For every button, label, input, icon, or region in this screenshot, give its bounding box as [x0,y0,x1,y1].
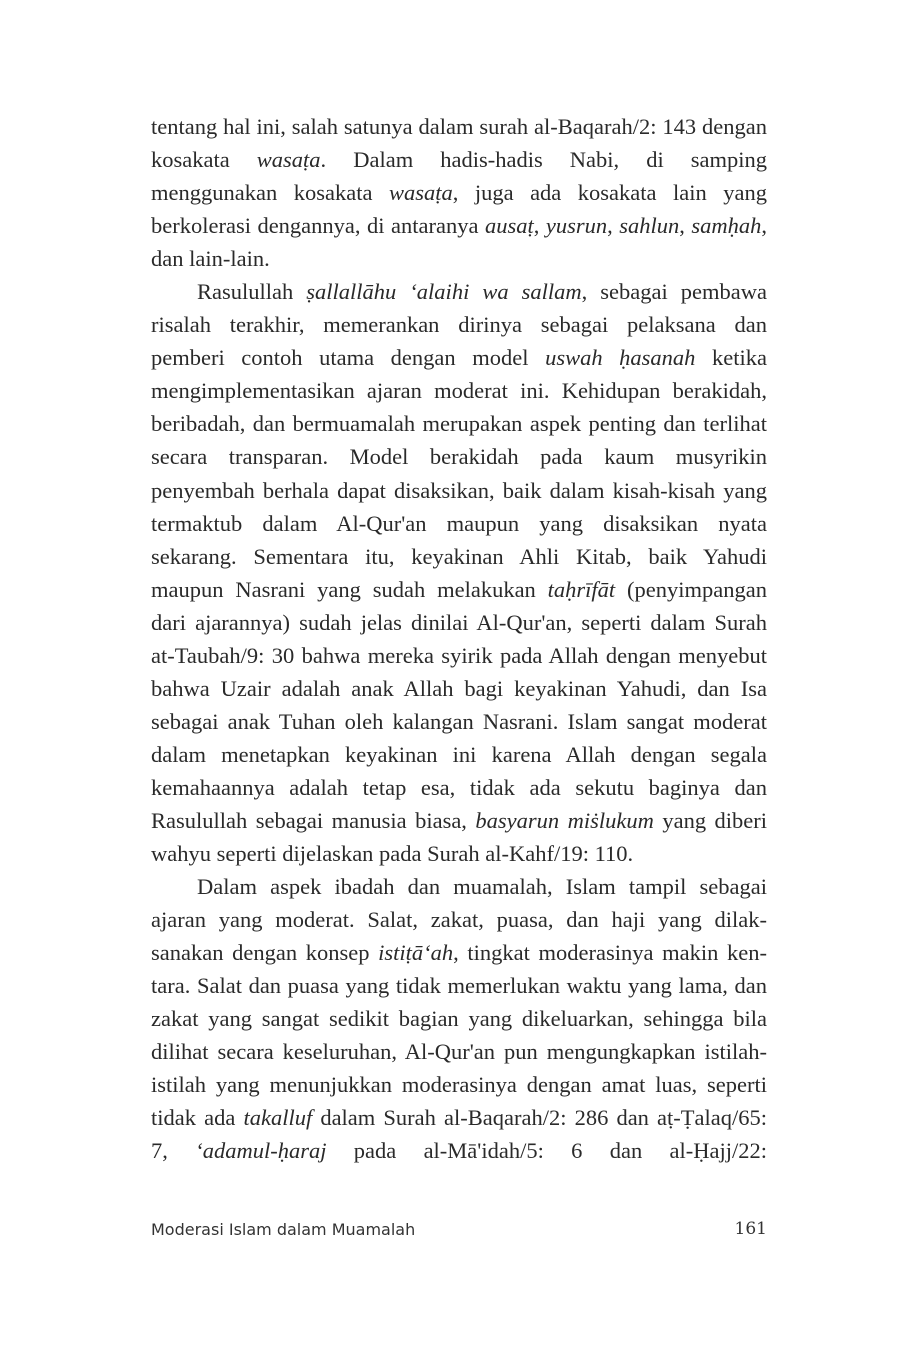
paragraph-3 [151,870,767,1167]
text-run: yang diberi wahyu seperti dijelaskan pada Surah al-Kahf/19: 110. [151,807,768,867]
italic-term: yusrun [545,213,608,239]
text-run: , dan lain-lain. [151,213,768,272]
italic-term: wasaṭa [388,180,453,206]
italic-term: samḥah [691,213,762,239]
text-run: , juga ada kosakata lain yang berkolerasi dengannya, di antaranya [151,180,767,239]
text-run: , sebagai pembawa risalah terakhir, memerankan dirinya sebagai pelaksana dan pemberi contoh utama dengan model [151,279,767,371]
text-run: , tingkat moderasinya makin kentara. Salat dan puasa yang tidak memerlukan waktu yang lama, dan zakat yang sangat sedikit bagian yang dikeluarkan, sehingga bila dilihat secara keseluruhan, Al-Qur'an pun mengungkapkan istilah-istilah yang menunjukkan moderasinya dengan amat luas, seperti tidak ada [151,940,767,1131]
text-run: dalam Surah al-Baqarah/2: 286 dan aṭ-Ṭalaq/65: 7, [151,1105,767,1164]
italic-term: sahlun [619,213,680,239]
italic-term: uswah ḥasanah [545,345,696,371]
italic-term: ‘adamul-ḥaraj [195,1138,327,1164]
text-run: , [607,213,620,239]
paragraph-2 [151,275,767,870]
text-run: pada al-Mā'idah/5: 6 dan al-Ḥajj/22: [326,1138,768,1164]
italic-term: wasaṭa [256,147,321,173]
text-run: . Dalam hadis-hadis Nabi, di samping menggunakan kosakata [151,147,767,206]
text-run: ketika mengimplementasikan ajaran moderat ini. Kehidupan berakidah, beribadah, dan bermuamalah merupakan aspek penting dan terlihat secara transparan. Model berakidah pada kaum musyrikin penyembah berhala dapat disaksikan, baik dalam kisah-kisah yang termaktub dalam Al-Qur'an maupun yang disaksikan nyata sekarang. Sementara itu, keyakinan Ahli Kitab, baik Yahudi maupun Nasrani yang sudah melakukan [151,345,767,602]
italic-term: ausaṭ [484,213,534,239]
italic-term: basyarun miṡlukum [475,807,654,833]
paragraph-1 [151,110,767,275]
running-title: Moderasi Islam dalam Muamalah [151,1220,416,1239]
text-run: (penyimpangan dari ajarannya) sudah jelas dinilai Al-Qur'an, seperti dalam Surah at-Taubah/9: 30 bahwa mereka syirik pada Allah dengan menyebut bahwa Uzair adalah anak Allah bagi keyakinan Yahudi, dan Isa sebagai anak Tuhan oleh kalangan Nasrani. Islam sangat moderat dalam menetapkan keyakinan ini karena Allah dengan segala kemahaannya adalah tetap esa, tidak ada sekutu baginya dan Rasulullah sebagai manusia biasa, [151,576,767,833]
text-run: , [679,213,692,239]
italic-term: istiṭā‘ah [378,940,454,966]
italic-term: taḥrīfāt [547,576,616,602]
italic-term: ṣallallāhu ‘alaihi wa sallam [306,279,582,305]
body-text [151,110,767,1168]
text-run: Dalam aspek ibadah dan muamalah, Islam tampil sebagai ajaran yang moderat. Salat, zakat, puasa, dan haji yang dilaksanakan dengan konsep [151,874,767,966]
page-number: 161 [734,1219,767,1239]
text-run: tentang hal ini, salah satunya dalam surah al-Baqarah/2: 143 dengan kosakata [151,114,767,173]
page-footer [151,1220,767,1246]
text-run: , [533,213,546,239]
italic-term: takalluf [243,1105,313,1131]
text-run: Rasulullah [197,279,307,305]
